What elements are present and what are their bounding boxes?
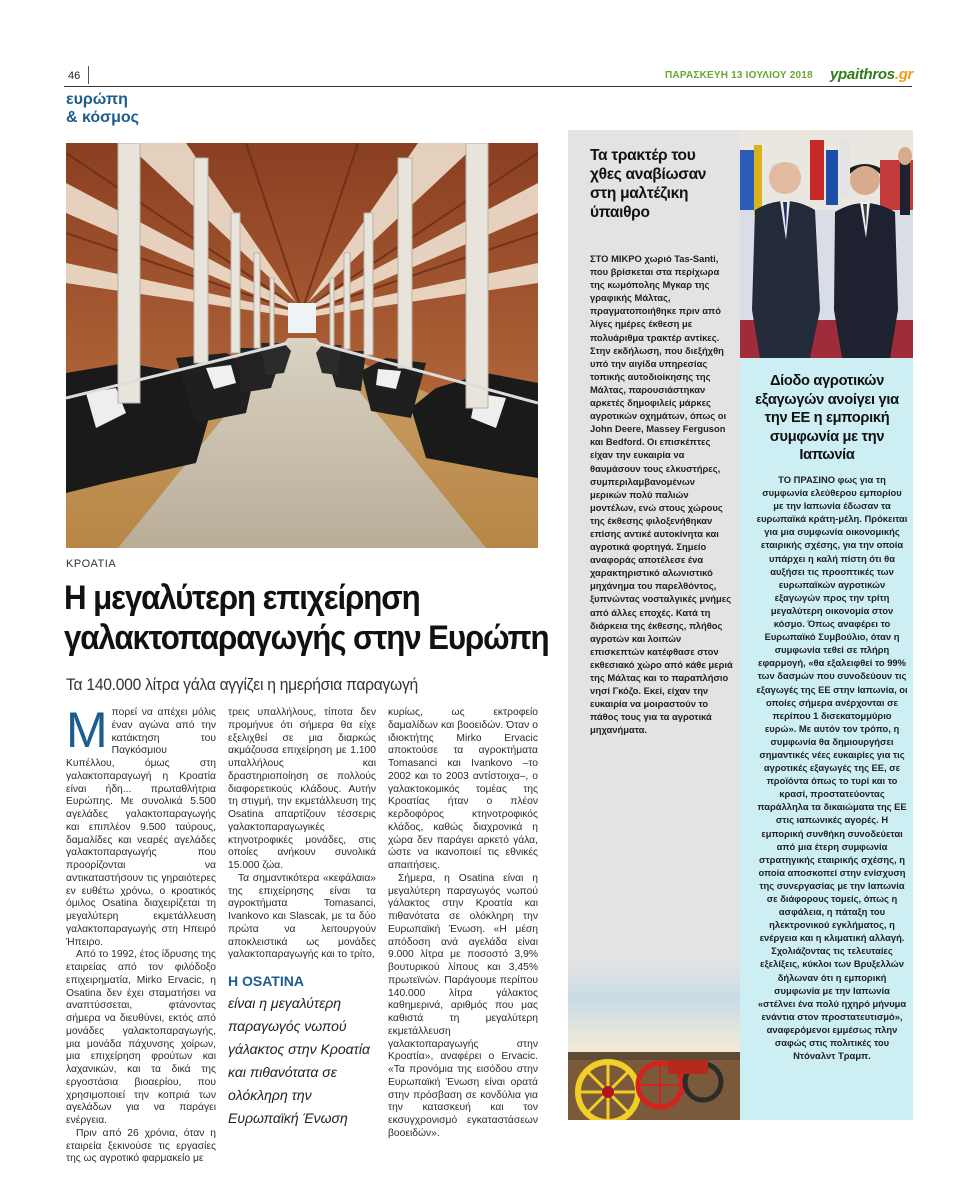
section-label-line1: ευρώπη bbox=[66, 91, 128, 108]
section-label-line2: & κόσμος bbox=[66, 109, 139, 126]
article-headline bbox=[64, 578, 549, 658]
article-paragraph: Τα σημαντικότερα «κεφάλαια» της επιχείρησης είναι τα αγροκτήματα Tomasanci, Ivankovo και Slascak, με τα δύο πρώτα να λειτουργούν αποκλειστικά ως μονάδες γαλακτοπαραγωγής και το τρίτο, bbox=[228, 872, 376, 961]
tractor-photo bbox=[568, 960, 740, 1120]
dairy-barn-photo bbox=[66, 143, 538, 548]
article-subhead: Τα 140.000 λίτρα γάλα αγγίζει η ημερήσια παραγωγή bbox=[66, 675, 418, 694]
tractor-sidebar-title: Τα τρακτέρ του χθες αναβίωσαν στη μαλτέζικη ύπαιθρο bbox=[590, 147, 707, 221]
article-paragraph: Πριν από 26 χρόνια, όταν η εταιρεία ξεκινούσε τις εργασίες της ως αγροτικό φαρμακείο με bbox=[66, 1127, 216, 1165]
brand-logo bbox=[830, 66, 913, 83]
pullquote-title: Η OSATINA bbox=[228, 973, 304, 989]
section-label bbox=[66, 91, 139, 127]
article-paragraph: τρεις υπαλλήλους, τίποτα δεν προμήνυε ότι σήμερα θα είχε εξελιχθεί σε μια διαρκώς ακμάζουσα επιχείρηση με 1.100 υπαλλήλους και δραστηριοποίηση σε πολλούς διαφορετικούς κλάδους. Αυτήν τη στιγμή, την εκμετάλλευση της Osatina απαρτίζουν τέσσερις γαλακτοπαραγωγικές κτηνοτροφικές μονάδες, στις οποίες ανήκουν συνολικά 15.000 ζώα. bbox=[228, 707, 376, 871]
article-paragraph: κυρίως, ως εκτροφείο δαμαλίδων και βοοειδών. Όταν ο ιδιοκτήτης Mirko Ervacic αποκτούσε τα αγροκτήματα Tomasanci και Ivankovo –το 2002 και το 2003 αντίστοιχα–, ο γαλακτοκομικός τομέας της Κροατίας ήταν ο πλέον κερδοφόρος κτηνοτροφικός κλάδος, καθώς διαχρονικά η χώρα δεν παράγει αρκετό γάλα, ώστε να ικανοποιεί τις εθνικές απαιτήσεις. bbox=[388, 707, 538, 871]
drop-cap: Μ bbox=[66, 702, 108, 758]
eu-japan-leaders-photo bbox=[740, 130, 913, 358]
brand-tld: .gr bbox=[894, 66, 914, 83]
japan-sidebar-title: Δίοδο αγροτικών εξαγωγών ανοίγει για την ΕΕ η εμπορική συμφωνία με την Ιαπωνία bbox=[755, 373, 899, 463]
header-rule bbox=[64, 86, 912, 87]
headline-line1: Η μεγαλύτερη επιχείρηση bbox=[64, 579, 420, 617]
brand-name: ypaithros bbox=[830, 66, 895, 83]
article-column-2 bbox=[228, 707, 376, 962]
page-number: 46 bbox=[68, 70, 81, 82]
headline-line2: γαλακτοπαραγωγής στην Ευρώπη bbox=[64, 619, 549, 657]
japan-sidebar-body: ΤΟ ΠΡΑΣΙΝΟ φως για τη συμφωνία ελεύθερου εμπορίου με την Ιαπωνία έδωσαν τα ευρωπαϊκά κράτη-μέλη. Πρόκειται για μια συμφωνία οικονομικής εταιρικής σχέσης, για την οποία υπάρχει η καλή πίστη ότι θα αυξήσει τις προοπτικές των ευρωπαϊκών αγροτικών εξαγωγών προς την τρίτη μεγαλύτερη οικονομία στον κόσμο. Όπως αναφέρει το Ευρωπαϊκό Συμβούλιο, όταν η συμφωνία τεθεί σε πλήρη εφαρμογή, «θα εξαλειφθεί το 99% των δασμών που συνοδεύουν τις εξαγωγές της ΕΕ στην Ιαπωνία, οι οποίες σήμερα ανέρχονται σε περίπου 1 δισεκατομμύριο ευρώ». Με αυτόν τον τρόπο, η συμφωνία θα δημιουργήσει σημαντικές νέες ευκαιρίες για τις αγροτικές εξαγωγές της ΕΕ, σε προϊόντα όπως το τυρί και το κρασί, προστατεύοντας παράλληλα τα δικαιώματα της ΕΕ στις ιαπωνικές αγορές. Η εμπορική συνθήκη συνοδεύεται από μια έτερη συμφωνία στρατηγικής εταιρικής σχέσης, η οποία αποσκοπεί στην ενίσχυση της συνεργασίας με την Ιαπωνία σε διάφορους τομείς, όπως η ασφάλεια, η πάταξη του ηλεκτρονικού εγκλήματος, η ενέργεια και η κλιματική αλλαγή. Σχολιάζοντας τις τελευταίες εξελίξεις, κύκλοι των Βρυξελλών δήλωναν ότι η εμπορική συμφωνία με την Ιαπωνία «στέλνει ένα πολύ ηχηρό μήνυμα ενάντια στον προστατευτισμό», αναφερόμενοι εμμέσως πλην σαφώς στις πολιτικές του Ντόναλντ Τραμπ. bbox=[756, 474, 908, 1062]
article-kicker: ΚΡΟΑΤΙΑ bbox=[66, 558, 117, 570]
article-column-1 bbox=[66, 702, 216, 1166]
paragraph-text: πορεί να απέχει μόλις έναν αγώνα από την κατάκτηση του Παγκόσμιου Κυπέλλου, όμως στη γαλακτοπαραγωγή η Κροατία είναι ήδη... πρωταθλήτρια Ευρώπης. Με συνολικά 5.500 αγελάδες γαλακτοπαραγωγής και επιπλέον 9.500 ταύρους, δαμαλίδες και νεαρές αγελάδες γαλακτοπαραγωγής που προορίζονται να αντικαταστήσουν τις γηραιότερες εν ευθέτω χρόνω, ο κροατικός όμιλος Osatina διαχειρίζεται τη μεγαλύτερη εκμετάλλευση γαλακτοπαραγωγής στη Ηπειρό Ήπειρο. bbox=[66, 707, 216, 948]
article-column-3 bbox=[388, 707, 538, 1141]
article-paragraph bbox=[66, 702, 216, 949]
page-number-divider bbox=[88, 66, 89, 84]
article-paragraph: Σήμερα, η Osatina είναι η μεγαλύτερη παραγωγός νωπού γάλακτος στην Κροατία και πιθανότατα σε ολόκληρη την Ευρωπαϊκή Ένωση. «Η μέση απόδοση ανά αγελάδα είναι 9.000 λίτρα με ποσοστό 3,9% βουτυρικού λίπους και 3,45% πρωτεϊνών. Παράγουμε περίπου 140.000 λίτρα γάλακτος καθημερινά, αριθμός που μας καθιστά τη μεγαλύτερη εκμετάλλευση γαλακτοπαραγωγής στην Κροατία», αναφέρει ο Ervacic. «Τα προνόμια της εισόδου στην Ευρωπαϊκή Ένωση είναι ορατά στην πρόσβαση σε κονδύλια για την κατασκευή και τον εκσυγχρονισμό εγκαταστάσεων βοοειδών». bbox=[388, 872, 538, 1139]
tractor-sidebar-body: ΣΤΟ ΜΙΚΡΟ χωριό Tas-Santi, που βρίσκεται στα περίχωρα της κωμόπολης Μγκαρ της γραφικής Μάλτας, πραγματοποιήθηκε πριν από λίγες ημέρες έκθεση με πολυάριθμα τρακτέρ αντίκες. Στην εκδήλωση, που διεξήχθη υπό την αιγίδα υπηρεσίας τοπικής αυτοδιοίκησης της Μάλτας, παρουσιάστηκαν αρκετές δημοφιλείς μάρκες αγροτικών οχημάτων, όπως οι John Deere, Massey Ferguson και Bedford. Οι επισκέπτες είχαν την ευκαιρία να θαυμάσουν τους ελκυστήρες, συμπεριλαμβανομένων μερικών πολύ παλιών μοντέλων, ενώ στους χώρους της έκθεσης φιλοξενήθηκαν επίσης αντικέ αυτοκίνητα και αγροτικά φορτηγά. Σημείο αναφοράς αποτέλεσε ένα χαρακτηριστικό αλωνιστικό μηχάνημα του παρελθόντος, ξυπνώντας νοσταλγικές μνήμες από άλλες εποχές. Κατά τη διάρκεια της έκθεσης, πλήθος αγροτών και λοιπών επισκεπτών κατέφθασε στον εκθεσιακό χώρο από κάθε μεριά της Μάλτας και το παραπλήσιο νησί Γκόζο. Εκεί, είχαν την ευκαιρία να μοιραστούν το πάθος τους για τα αγροτικά μηχανήματα. bbox=[590, 253, 733, 736]
issue-date: ΠΑΡΑΣΚΕΥΗ 13 ΙΟΥΛΙΟΥ 2018 bbox=[665, 70, 813, 81]
pullquote-text: είναι η μεγαλύτερη παραγωγός νωπού γάλακτος στην Κροατία και πιθανότατα σε ολόκληρη την Ευρωπαϊκή Ένωση bbox=[228, 995, 370, 1126]
article-paragraph: Από το 1992, έτος ίδρυσης της εταιρείας από τον φιλόδοξο επιχειρηματία, Mirko Ervacic, η Osatina δεν έχει σταματήσει να αναπτύσσεται, φτάνοντας σήμερα να διευθύνει, εκτός από μονάδες γαλακτοπαραγωγής, μια μονάδα πάχυνσης χοίρων, μια επιχείρηση φρούτων και λαχανικών, και τα δικά της εργοστάσια βιοαερίου, που χρησιμοποιεί την κοπριά των αγελάδων για να παράγει ενέργεια. bbox=[66, 949, 216, 1126]
